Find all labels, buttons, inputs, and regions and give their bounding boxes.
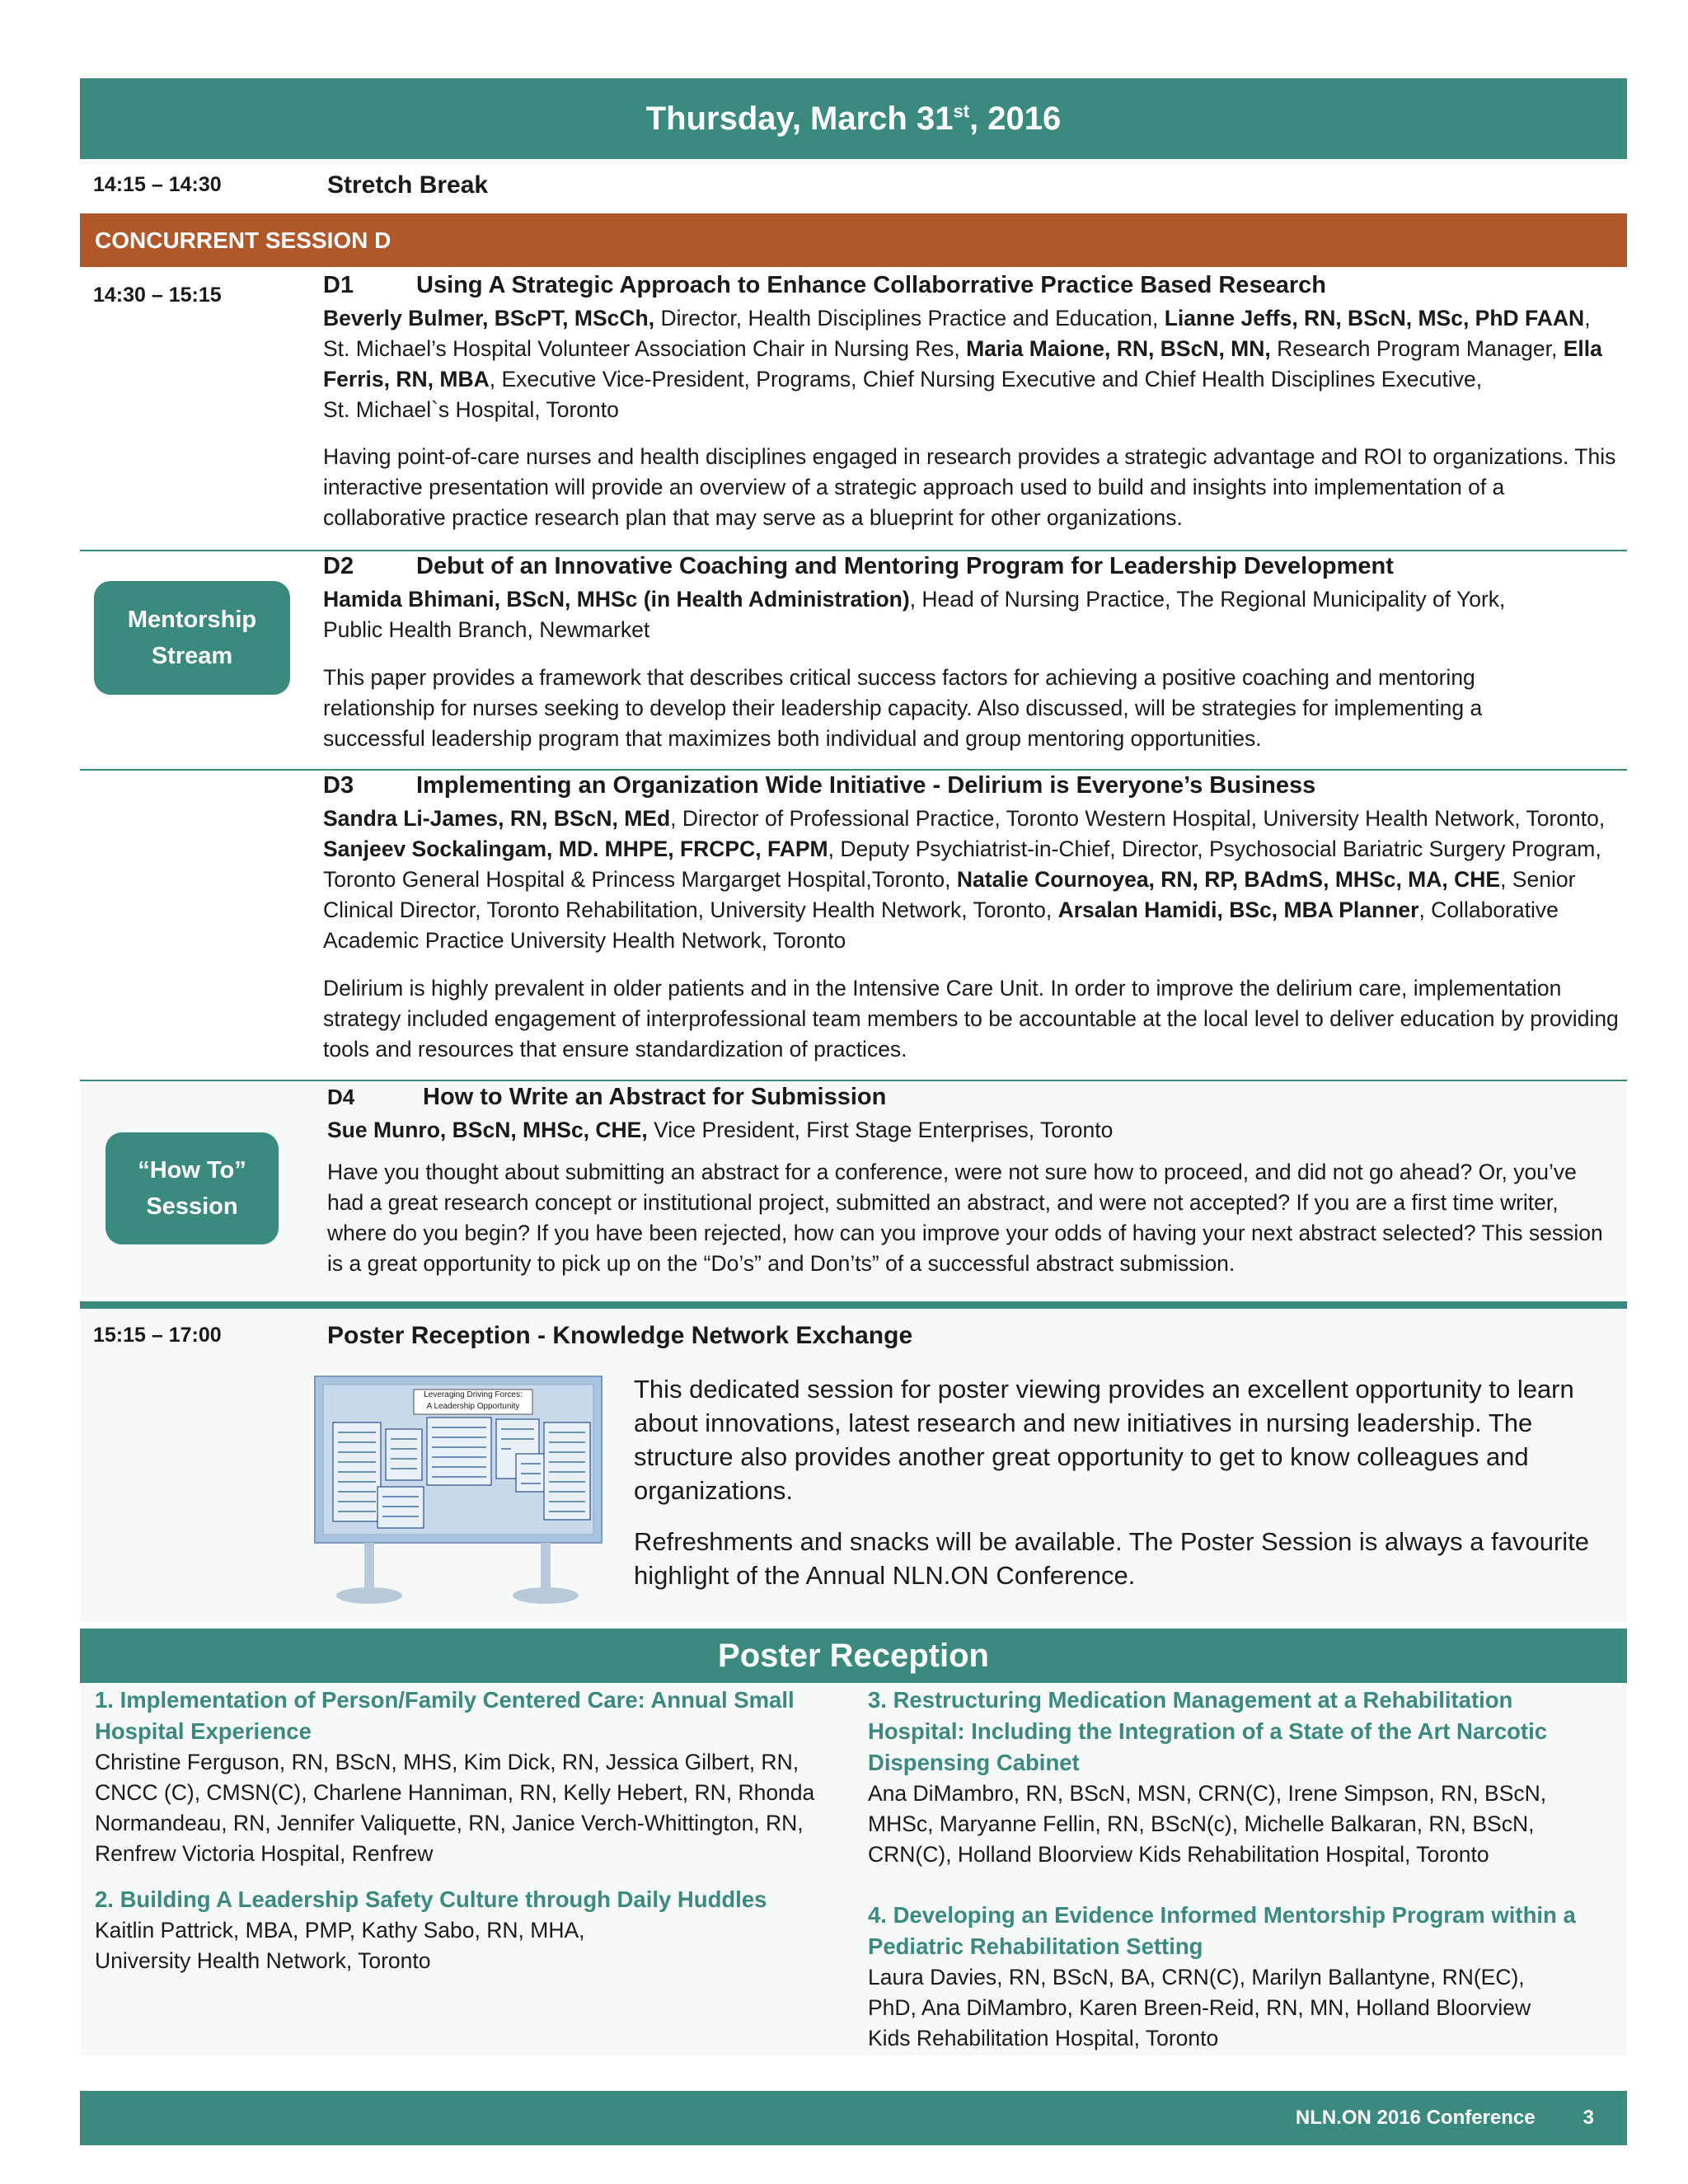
d2-presenters: Hamida Bhimani, BScN, MHSc (in Health Administration), Head of Nursing Practice, The Regional Municipality of York, Public Health Branch, Newmarket (323, 587, 1506, 642)
d1-description: Having point-of-care nurses and health disciplines engaged in research provides a strategic advantage and ROI to organizations. This interactive presentation will provide an overview of a strategic approach used to build and insights into implementation of a collaborative practice research plan that may serve as a blueprint for other organizations. (323, 444, 1616, 530)
reception-heading: Poster Reception (718, 1637, 989, 1674)
poster-item-title: 1. Implementation of Person/Family Centered Care: Annual Small Hospital Experience (95, 1687, 795, 1744)
divider (80, 550, 1627, 551)
thick-divider (80, 1301, 1627, 1309)
page-number: 3 (1582, 2107, 1594, 2129)
poster-paragraph-2: Refreshments and snacks will be available. The Poster Session is always a favourite highlight of the Annual NLN.ON Conference. (634, 1527, 1590, 1590)
poster-paragraph-1: This dedicated session for poster viewing provides an excellent opportunity to learn about innovations, latest research and new initiatives in nursing leadership. The structure also provides another great opportunity to get to know colleagues and organizations. (634, 1375, 1574, 1505)
break-time: 14:15 – 14:30 (93, 173, 222, 196)
poster-item-title: 4. Developing an Evidence Informed Mentorship Program within a Pediatric Rehabilitation Setting (868, 1902, 1576, 1959)
poster-item-body: Ana DiMambro, RN, BScN, MSN, CRN(C), Irene Simpson, RN, BScN, MHSc, Maryanne Fellin, RN, BScN(c), Michelle Balkaran, RN, BScN, CRN(C), Holland Bloorview Kids Rehabilitation Hospital, Toronto (868, 1781, 1547, 1867)
poster-time: 15:15 – 17:00 (93, 1324, 222, 1347)
footer-bar (80, 2091, 1627, 2145)
d4-description: Have you thought about submitting an abstract for a conference, were not sure how to proceed, and did not go ahead? Or, you’ve had a great research concept or institutional project, submitted an abstract, and were not accepted? If you are a first time writer, where do you begin? If you have been rejected, how can you improve your odds of having your next abstract selected? This session is a great opportunity to pick up on the “Do’s” and Don’ts” of a successful abstract submission. (327, 1160, 1603, 1276)
poster-item-body: Kaitlin Pattrick, MBA, PMP, Kathy Sabo, RN, MHA, University Health Network, Toronto (95, 1918, 585, 1973)
session-label: CONCURRENT SESSION D (95, 227, 392, 253)
d3-title: D3 Implementing an Organization Wide Initiative - Delirium is Everyone’s Business (323, 772, 1316, 799)
session-time: 14:30 – 15:15 (93, 284, 222, 307)
d1-title: D1 Using A Strategic Approach to Enhance Collaborrative Practice Based Research (323, 272, 1326, 298)
footer-label: NLN.ON 2016 Conference (1295, 2107, 1536, 2129)
poster-title: Poster Reception - Knowledge Network Exchange (327, 1322, 913, 1349)
break-title: Stretch Break (327, 171, 489, 199)
d4-presenters: Sue Munro, BScN, MHSc, CHE, Vice President, First Stage Enterprises, Toronto (327, 1118, 1114, 1142)
poster-item (868, 1900, 1593, 2054)
poster-board-caption: Leveraging Driving Forces: A Leadership Opportunity (424, 1390, 523, 1411)
poster-item-body: Laura Davies, RN, BScN, BA, CRN(C), Marilyn Ballantyne, RN(EC), PhD, Ana DiMambro, Karen Breen-Reid, RN, MN, Holland Bloorview Kids Rehabilitation Hospital, Toronto (868, 1965, 1531, 2050)
d3-presenters: Sandra Li-James, RN, BScN, MEd, Director of Professional Practice, Toronto Western Hospital, University Health Network, Toronto, Sanjeev Sockalingam, MD. MHPE, FRCPC, FAPM, Deputy Psychiatrist-in-Chief, Director, Psychosocial Bariatric Surgery Program, Toronto General Hospital & Princess Margarget Hospital,Toronto, Natalie Cournoyea, RN, RP, BAdmS, MHSc, MA, CHE, Senior Clinical Director, Toronto Rehabilitation, University Health Network, Toronto, Arsalan Hamidi, BSc, MBA Planner, Collaborative Academic Practice University Health Network, Toronto (323, 806, 1606, 953)
d2-title: D2 Debut of an Innovative Coaching and Mentoring Program for Leadership Development (323, 553, 1394, 579)
day-title: Thursday, March 31st, 2016 (645, 100, 1062, 137)
d1-presenters: Beverly Bulmer, BScPT, MScCh, Director, Health Disciplines Practice and Education, Lianne Jeffs, RN, BScN, MSc, PhD FAAN, St. Michael’s Hospital Volunteer Association Chair in Nursing Res, Maria Maione, RN, BScN, MN, Research Program Manager, Ella Ferris, RN, MBA, Executive Vice-President, Programs, Chief Nursing Executive and Chief Health Disciplines Executive, St. Michael`s Hospital, Toronto (323, 306, 1602, 422)
divider (80, 769, 1627, 771)
poster-board-image (313, 1375, 603, 1607)
poster-item-title: 2. Building A Leadership Safety Culture through Daily Huddles (95, 1886, 767, 1912)
poster-item (95, 1685, 837, 1869)
session-bar (80, 213, 1627, 267)
how-to-session-badge: “How To” Session (106, 1132, 279, 1244)
d4-title: D4 How to Write an Abstract for Submission (327, 1084, 887, 1110)
d3-description: Delirium is highly prevalent in older patients and in the Intensive Care Unit. In order to improve the delirium care, implementation strategy included engagement of interprofessional team members to be accountable at the local level to deliver education by providing tools and resources that ensure standardization of practices. (323, 976, 1619, 1062)
d2-description: This paper provides a framework that describes critical success factors for achieving a positive coaching and mentoring relationship for nurses seeking to develop their leadership capacity. Also discussed, will be strategies for implementing a successful leadership program that maximizes both individual and group mentoring opportunities. (323, 665, 1483, 751)
poster-item (868, 1685, 1593, 1870)
day-header (80, 78, 1627, 159)
poster-item-title: 3. Restructuring Medication Management at a Rehabilitation Hospital: Including the Integration of a State of the Art Narcotic Dispensing Cabinet (868, 1687, 1548, 1775)
poster-item-body: Christine Ferguson, RN, BScN, MHS, Kim Dick, RN, Jessica Gilbert, RN, CNCC (C), CMSN(C), Charlene Hanniman, RN, Kelly Hebert, RN, Rhonda Normandeau, RN, Jennifer Valiquette, RN, Janice Verch-Whittington, RN, Renfrew Victoria Hospital, Renfrew (95, 1750, 815, 1866)
poster-item (95, 1884, 837, 1976)
reception-header (80, 1629, 1627, 1683)
mentorship-stream-badge: Mentorship Stream (94, 581, 290, 695)
